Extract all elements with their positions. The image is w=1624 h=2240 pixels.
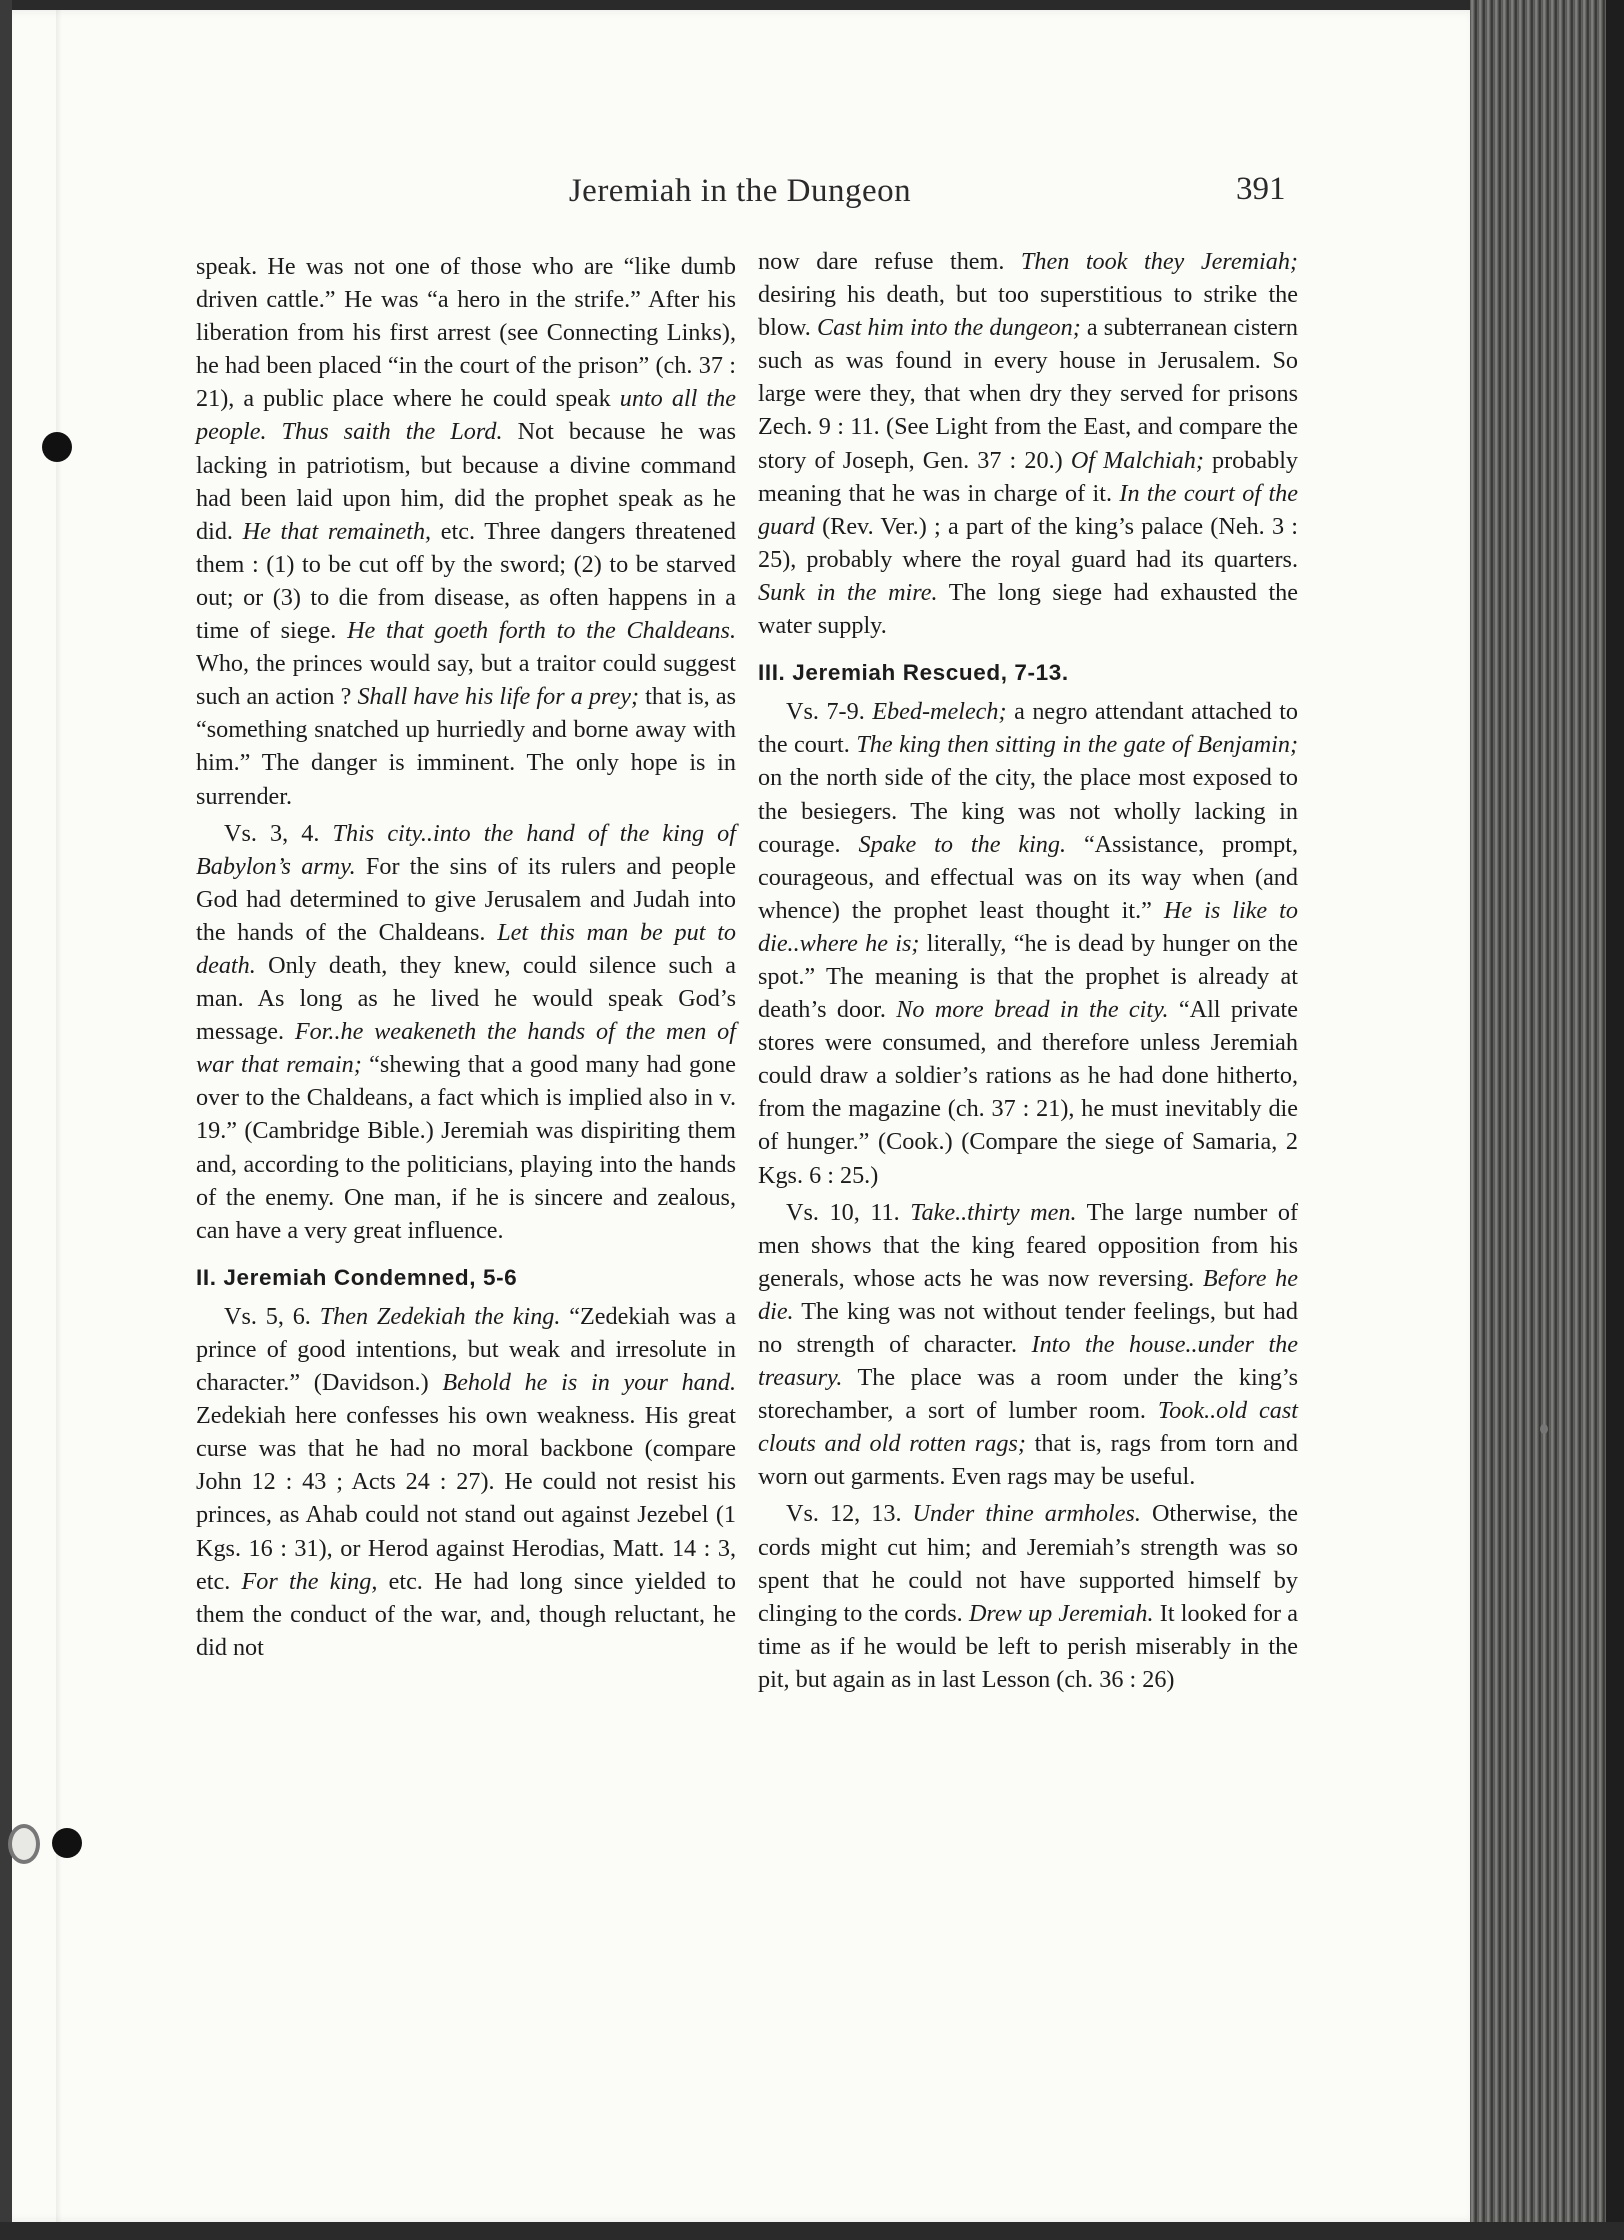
text-run: Vs. 5, 6. <box>224 1302 320 1330</box>
italic-phrase: Then Zedekiah the king. <box>319 1302 561 1330</box>
text-run: Vs. 7-9. <box>786 698 873 726</box>
italic-phrase: Drew up Jeremiah. <box>968 1599 1154 1627</box>
italic-phrase: Spake to the king. <box>858 830 1067 858</box>
text-run: now dare refuse them. <box>758 248 1021 275</box>
book-page-edges <box>1470 0 1624 2240</box>
section-heading: II. Jeremiah Condemned, 5-6 <box>196 1264 518 1290</box>
italic-phrase: Shall have his life for a prey; <box>357 683 640 711</box>
text-run: “Assistance, prompt, courageous, and effectual was on its way when (and whence) the prophet least thought it.” <box>758 830 1298 924</box>
running-head: Jeremiah in the Dungeon <box>568 173 912 209</box>
text-run: a negro attendant attached to the court. <box>758 698 1299 759</box>
text-run: Zedekiah here confesses his own weakness. His great curse was that he had no moral backbone (compare John 12 : 43 ; Acts 24 : 27). He could not resist his princes, as Ahab could not stand out against Jezebel (1 Kgs. 16 : 31), or Herod against Herodias, Matt. 14 : 3, etc. <box>196 1402 736 1595</box>
text-run: (Rev. Ver.) ; a part of the king’s palace (Neh. 3 : 25), probably where the royal guard had its quarters. <box>758 512 1298 573</box>
page-fold-shadow <box>56 10 62 2222</box>
text-run: literally, “he is dead by hunger on the spot.” The meaning is that the prophet is already at death’s door. <box>758 929 1298 1024</box>
scan-border-left <box>0 0 12 2240</box>
left-column <box>196 250 736 1664</box>
paragraph <box>196 817 736 1247</box>
italic-phrase: He that remaineth, <box>242 517 432 545</box>
text-run: Otherwise, the cords might cut him; and Jeremiah’s strength was so spent that he could not have supported himself by clinging to the cords. <box>758 1500 1298 1627</box>
text-run: It looked for a time as if he would be left to perish miserably in the pit, but again as in last Lesson (ch. 36 : 26) <box>758 1599 1298 1693</box>
italic-phrase: Into the house..under the treasury. <box>758 1331 1299 1392</box>
punch-hole-icon <box>42 432 72 462</box>
right-column <box>758 245 1298 1696</box>
scan-border-bottom <box>0 2222 1624 2240</box>
italic-phrase: He that goeth forth to the Chaldeans. <box>347 617 736 645</box>
text-run: Only death, they knew, could silence such a man. As long as he lived he would speak God’s message. <box>196 951 736 1046</box>
text-run: Vs. 3, 4. <box>224 819 333 847</box>
paragraph <box>758 245 1298 642</box>
text-run: Vs. 12, 13. <box>786 1500 913 1528</box>
text-run: desiring his death, but too superstitious to strike the blow. <box>758 281 1298 342</box>
italic-phrase: In the court of the guard <box>758 479 1298 540</box>
italic-phrase: Then took they Jeremiah; <box>1020 248 1298 275</box>
italic-phrase: Before he die. <box>758 1264 1299 1325</box>
italic-phrase: Let this man be put to death. <box>196 918 737 979</box>
paragraph <box>758 1196 1298 1494</box>
text-run: Not because he was lacking in patriotism, but because a divine command had been laid upon him, did the prophet speak as he did. <box>196 418 736 545</box>
text-run: The long siege had exhausted the water supply. <box>758 578 1298 640</box>
text-run: Who, the princes would say, but a traitor could suggest such an action ? <box>196 650 736 711</box>
italic-phrase: Under thine armholes. <box>912 1500 1141 1528</box>
text-run: The large number of men shows that the king feared opposition from his generals, whose acts he was now reversing. <box>758 1198 1298 1292</box>
paragraph <box>758 695 1298 1191</box>
italic-phrase: Sunk in the mire. <box>758 578 938 606</box>
italic-phrase: Take..thirty men. <box>910 1198 1077 1226</box>
italic-phrase: No more bread in the city. <box>896 996 1169 1024</box>
italic-phrase: Cast him into the dungeon; <box>817 314 1081 342</box>
text-run: “All private stores were consumed, and therefore unless Jeremiah could draw a soldier’s rations as he had done hitherto, from the magazine (ch. 37 : 21), he must inevitably die of hunger.” (Cook.) (Compare the siege of Samaria, 2 Kgs. 6 : 25.) <box>758 996 1299 1189</box>
text-run: probably meaning that he was in charge of it. <box>758 446 1299 507</box>
italic-phrase: For the king, <box>241 1567 378 1595</box>
text-run: a subterranean cistern such as was found in every house in Jerusalem. So large were they, that when dry they served for prisons Zech. 9 : 11. (See Light from the East, and compare the story of Joseph, Gen. 37 : 20.) <box>758 314 1298 474</box>
punch-hole-icon <box>52 1828 82 1858</box>
paragraph <box>196 250 736 813</box>
section-heading: III. Jeremiah Rescued, 7-13. <box>758 660 1069 686</box>
text-run: The place was a room under the king’s storechamber, a sort of lumber room. <box>758 1364 1298 1425</box>
italic-phrase: Behold he is in your hand. <box>442 1369 736 1397</box>
text-run: “shewing that a good many had gone over to the Chaldeans, a fact which is implied also in v. 19.” (Cambridge Bible.) Jeremiah was dispiriting them and, according to the politicians, playing into the hands of the enemy. One man, if he is sincere and zealous, can have a very great influence. <box>196 1051 736 1244</box>
italic-phrase: unto all the people. Thus saith the Lord. <box>196 385 736 446</box>
italic-phrase: For..he weakeneth the hands of the men of war that remain; <box>196 1018 736 1079</box>
text-run: on the north side of the city, the place most exposed to the besiegers. The king was not wholly lacking in courage. <box>758 764 1298 858</box>
text-run: etc. Three dangers threatened them : (1) to be cut off by the sword; (2) to be starved out; or (3) to die from disease, as often happens in a time of siege. <box>196 517 736 645</box>
text-run: For the sins of its rulers and people God had determined to give Jerusalem and Judah into the hands of the Chaldeans. <box>196 852 736 946</box>
punch-hole-ring-icon <box>8 1824 40 1864</box>
page-number: 391 <box>1236 171 1286 207</box>
italic-phrase: Of Malchiah; <box>1070 446 1204 474</box>
ink-smudge <box>1540 1424 1548 1434</box>
paragraph <box>196 1300 736 1664</box>
text-run: that is, as “something snatched up hurriedly and borne away with him.” The danger is imminent. The only hope is in surrender. <box>196 683 736 810</box>
italic-phrase: He is like to die..where he is; <box>758 896 1298 957</box>
paragraph <box>758 1497 1298 1696</box>
text-run: The king was not without tender feelings, but had no strength of character. <box>758 1297 1298 1358</box>
text-run: that is, rags from torn and worn out garments. Even rags may be useful. <box>758 1430 1298 1491</box>
text-run: etc. He had long since yielded to them the conduct of the war, and, though reluctant, he did not <box>196 1567 736 1661</box>
italic-phrase: The king then sitting in the gate of Benjamin; <box>856 731 1298 759</box>
italic-phrase: Ebed-melech; <box>872 698 1007 726</box>
text-run: “Zedekiah was a prince of good intentions, but weak and irresolute in character.” (Davidson.) <box>196 1302 736 1397</box>
text-run: speak. He was not one of those who are “like dumb driven cattle.” He was “a hero in the strife.” After his liberation from his first arrest (see Connecting Links), he had been placed “in the court of the prison” (ch. 37 : 21), a public place where he could speak <box>196 253 736 413</box>
italic-phrase: Took..old cast clouts and old rotten rags; <box>758 1397 1299 1458</box>
italic-phrase: This city..into the hand of the king of Babylon’s army. <box>196 819 736 880</box>
text-run: Vs. 10, 11. <box>786 1198 911 1226</box>
